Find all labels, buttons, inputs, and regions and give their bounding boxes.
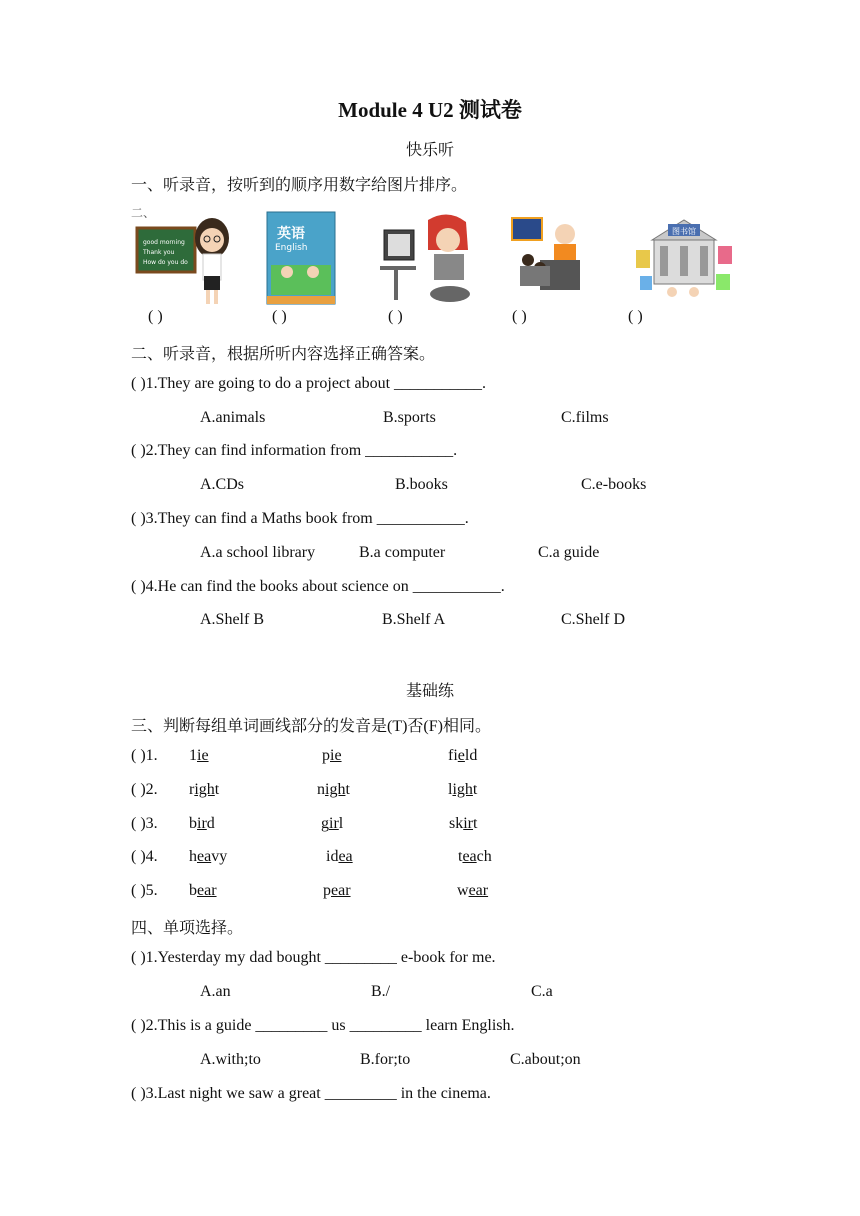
phonics-word bbox=[321, 815, 343, 833]
underlined-letters: ie bbox=[197, 747, 209, 764]
board-line-1: good morning bbox=[143, 239, 185, 246]
question-stem: ( )3.They can find a Maths book from ___________. bbox=[131, 510, 469, 527]
phonics-word bbox=[189, 781, 219, 799]
phonics-word bbox=[189, 815, 215, 833]
option-c[interactable]: C.about;on bbox=[510, 1051, 581, 1068]
word-part: p bbox=[322, 747, 330, 764]
word-part: t bbox=[472, 781, 478, 798]
word-part: l bbox=[448, 781, 453, 798]
underlined-letters: ir bbox=[463, 815, 474, 832]
phonics-word bbox=[189, 848, 227, 866]
word-part: g bbox=[321, 815, 329, 832]
judge-number[interactable]: ( )5. bbox=[131, 882, 158, 899]
judge-number[interactable]: ( )1. bbox=[131, 747, 158, 764]
word-part: l bbox=[338, 815, 344, 832]
word-part: t bbox=[345, 781, 350, 798]
order-blank-2[interactable]: ( ) bbox=[272, 308, 287, 325]
book-subtitle: English bbox=[275, 243, 308, 253]
library-picture bbox=[632, 210, 736, 306]
phonics-word bbox=[189, 882, 217, 900]
word-part: b bbox=[189, 882, 197, 899]
question-stem: ( )2.This is a guide _________ us _________ learn English. bbox=[131, 1017, 515, 1034]
order-blank-3[interactable]: ( ) bbox=[388, 308, 403, 325]
page-title: Module 4 U2 测试卷 bbox=[338, 98, 522, 122]
phonics-word bbox=[323, 882, 351, 900]
option-c[interactable]: C.e-books bbox=[581, 476, 647, 493]
option-c[interactable]: C.a guide bbox=[538, 544, 600, 561]
question-stem: ( )3.Last night we saw a great _________ in the cinema. bbox=[131, 1085, 491, 1102]
option-b[interactable]: B.for;to bbox=[360, 1051, 411, 1068]
phonics-word bbox=[458, 848, 492, 866]
word-part: b bbox=[189, 815, 197, 832]
question-stem: ( )2.They can find information from ___________. bbox=[131, 442, 458, 459]
word-part: d bbox=[206, 815, 215, 832]
word-part: n bbox=[317, 781, 325, 798]
option-b[interactable]: B.a computer bbox=[359, 544, 446, 561]
section-listen-label: 快乐听 bbox=[405, 142, 454, 159]
underlined-letters: ir bbox=[329, 815, 339, 832]
part1-heading: 一、听录音，按听到的顺序用数字给图片排序。 bbox=[131, 177, 468, 194]
underlined-letters: ea bbox=[338, 848, 353, 865]
english-textbook-picture bbox=[265, 210, 337, 306]
phonics-word bbox=[448, 747, 477, 765]
judge-number[interactable]: ( )2. bbox=[131, 781, 158, 798]
underlined-letters: ea bbox=[462, 848, 477, 865]
option-a[interactable]: A.Shelf B bbox=[200, 611, 264, 628]
teacher-blackboard-picture bbox=[135, 210, 235, 306]
part3-heading: 三、判断每组单词画线部分的发音是(T)否(F)相同。 bbox=[131, 718, 491, 735]
word-part: fi bbox=[448, 747, 458, 764]
option-a[interactable]: A.with;to bbox=[200, 1051, 261, 1068]
option-c[interactable]: C.Shelf D bbox=[561, 611, 625, 628]
word-part: p bbox=[323, 882, 331, 899]
option-b[interactable]: B./ bbox=[371, 983, 391, 1000]
word-part: sk bbox=[449, 815, 464, 832]
option-c[interactable]: C.a bbox=[531, 983, 553, 1000]
underlined-letters: ie bbox=[330, 747, 342, 764]
option-a[interactable]: A.animals bbox=[200, 409, 266, 426]
option-b[interactable]: B.books bbox=[395, 476, 448, 493]
option-b[interactable]: B.sports bbox=[383, 409, 436, 426]
board-line-2: Thank you bbox=[143, 249, 175, 256]
word-part: h bbox=[189, 848, 197, 865]
word-part: r bbox=[189, 781, 195, 798]
phonics-word bbox=[457, 882, 488, 900]
question-stem: ( )4.He can find the books about science on ___________. bbox=[131, 578, 505, 595]
phonics-word bbox=[189, 747, 209, 765]
word-part: w bbox=[457, 882, 469, 899]
underlined-letters: ir bbox=[197, 815, 207, 832]
judge-number[interactable]: ( )3. bbox=[131, 815, 158, 832]
book-title: 英语 bbox=[277, 226, 305, 242]
part2-heading: 二、听录音，根据所听内容选择正确答案。 bbox=[131, 346, 436, 363]
word-part: t bbox=[214, 781, 220, 798]
question-stem: ( )1.They are going to do a project about ___________. bbox=[131, 375, 487, 392]
option-c[interactable]: C.films bbox=[561, 409, 609, 426]
phonics-word bbox=[322, 747, 342, 765]
option-a[interactable]: A.a school library bbox=[200, 544, 316, 561]
library-sign: 图书馆 bbox=[672, 227, 696, 236]
order-blank-4[interactable]: ( ) bbox=[512, 308, 527, 325]
word-part: id bbox=[326, 848, 339, 865]
underlined-letters: igh bbox=[325, 781, 346, 798]
stray-text: 二、 bbox=[131, 206, 156, 220]
underlined-letters: igh bbox=[452, 781, 473, 798]
order-blank-1[interactable]: ( ) bbox=[148, 308, 163, 325]
underlined-letters: ea bbox=[197, 848, 212, 865]
order-blank-5[interactable]: ( ) bbox=[628, 308, 643, 325]
board-line-3: How do you do bbox=[143, 259, 188, 266]
option-a[interactable]: A.CDs bbox=[200, 476, 245, 493]
word-part: ch bbox=[476, 848, 492, 865]
phonics-word bbox=[448, 781, 477, 799]
judge-number[interactable]: ( )4. bbox=[131, 848, 158, 865]
girl-computer-picture bbox=[380, 210, 476, 306]
word-part: vy bbox=[211, 848, 228, 865]
underlined-letters: ear bbox=[468, 882, 489, 899]
section-basic-label: 基础练 bbox=[405, 683, 454, 700]
part4-heading: 四、单项选择。 bbox=[131, 920, 244, 937]
underlined-letters: ear bbox=[331, 882, 351, 899]
option-a[interactable]: A.an bbox=[200, 983, 231, 1000]
word-part: ld bbox=[464, 747, 478, 764]
phonics-word bbox=[317, 781, 350, 799]
students-screen-picture bbox=[510, 210, 590, 306]
underlined-letters: ear bbox=[197, 882, 217, 899]
word-part: t bbox=[458, 848, 463, 865]
underlined-letters: igh bbox=[194, 781, 215, 798]
underlined-letters: e bbox=[457, 747, 465, 764]
word-part: 1 bbox=[189, 747, 197, 764]
phonics-word bbox=[449, 815, 477, 833]
word-part: t bbox=[473, 815, 478, 832]
question-stem: ( )1.Yesterday my dad bought _________ e-book for me. bbox=[131, 949, 496, 966]
phonics-word bbox=[326, 848, 353, 866]
option-b[interactable]: B.Shelf A bbox=[382, 611, 446, 628]
